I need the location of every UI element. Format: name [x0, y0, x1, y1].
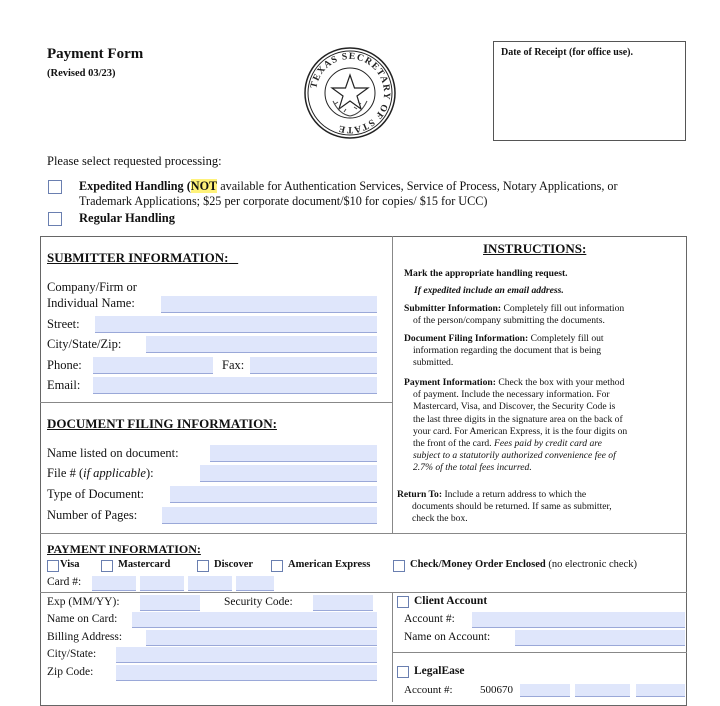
left-section-divider	[40, 402, 392, 403]
document-type-field[interactable]	[170, 486, 377, 503]
city-state-zip-field[interactable]	[146, 336, 377, 353]
seal-icon	[303, 46, 397, 140]
instruction-return-to: Return To: Include a return address to which the documents should be returned. If same as submitter, check the box.	[397, 489, 612, 525]
card-row-divider	[40, 592, 687, 593]
name-on-account-label: Name on Account:	[404, 631, 491, 643]
legalease-account-value: 500670	[480, 684, 513, 696]
zip-code-field[interactable]	[116, 665, 377, 681]
email-label: Email:	[47, 378, 81, 392]
card-number-segment-4[interactable]	[236, 576, 274, 591]
phone-label: Phone:	[47, 358, 82, 372]
client-account-checkbox[interactable]	[397, 596, 409, 608]
name-on-card-field[interactable]	[132, 612, 377, 628]
page-count-field[interactable]	[162, 507, 377, 524]
visa-checkbox[interactable]	[47, 560, 59, 572]
processing-prompt: Please select requested processing:	[47, 154, 222, 168]
file-number-field[interactable]	[200, 465, 377, 482]
instruction-document-filing: Document Filing Information: Completely fill out information regarding the document that is being submitted.	[404, 333, 604, 369]
revision-date: (Revised 03/23)	[47, 68, 116, 79]
visa-label: Visa	[60, 559, 80, 570]
expedited-checkbox[interactable]	[48, 180, 62, 194]
not-highlight: NOT	[190, 179, 218, 193]
city-state-label: City/State:	[47, 648, 97, 660]
fax-field[interactable]	[250, 357, 377, 374]
name-on-card-label: Name on Card:	[47, 613, 118, 625]
account-number-field[interactable]	[472, 612, 685, 628]
street-label: Street:	[47, 317, 80, 331]
discover-label: Discover	[214, 559, 254, 570]
billing-address-label: Billing Address:	[47, 631, 123, 643]
client-account-label: Client Account	[414, 595, 488, 607]
billing-address-field[interactable]	[146, 630, 377, 646]
payment-heading: PAYMENT INFORMATION:	[47, 542, 201, 556]
file-number-label: File # (if applicable):	[47, 466, 154, 480]
expiration-field[interactable]	[140, 595, 200, 611]
account-divider	[392, 592, 393, 702]
legalease-checkbox[interactable]	[397, 666, 409, 678]
client-legalease-divider	[392, 652, 687, 653]
phone-field[interactable]	[93, 357, 213, 374]
zip-code-label: Zip Code:	[47, 666, 94, 678]
payment-top-divider	[40, 533, 687, 534]
name-on-account-field[interactable]	[515, 630, 685, 646]
card-number-segment-2[interactable]	[140, 576, 184, 591]
city-state-zip-label: City/State/Zip:	[47, 337, 122, 351]
security-code-label: Security Code:	[224, 596, 293, 608]
legalease-label: LegalEase	[414, 665, 465, 677]
expedited-line-1: Expedited Handling (NOT available for Authentication Services, Service of Process, Notary Applications, or	[79, 179, 618, 193]
expedited-line-2: Trademark Applications; $25 per corporate document/$10 for copies/ $15 for UCC)	[79, 194, 488, 208]
column-divider	[392, 236, 393, 533]
instruction-mark: Mark the appropriate handling request.	[404, 268, 568, 279]
instruction-payment: Payment Information: Check the box with your method of payment. Include the necessary information. For Mastercard, Visa, and Discover, the Security Code is the last three digits in the signature area on the back of your card. For American Express, it is the four digits on the front of the card. Fees paid by credit card are subject to a statutorily authorized convenience fee of 2.7% of the total fees incurred.	[404, 377, 628, 474]
card-number-label: Card #:	[47, 576, 82, 588]
card-number-segment-3[interactable]	[188, 576, 232, 591]
seal-text: TEXAS SECRETARY OF STATE	[309, 51, 392, 135]
check-money-order-label: Check/Money Order Enclosed (no electronic check)	[410, 559, 637, 570]
expiration-label: Exp (MM/YY):	[47, 596, 120, 608]
regular-label: Regular Handling	[79, 211, 175, 225]
company-name-field[interactable]	[161, 296, 377, 313]
street-field[interactable]	[95, 316, 377, 333]
mastercard-label: Mastercard	[118, 559, 171, 570]
form-title: Payment Form	[47, 46, 144, 62]
email-field[interactable]	[93, 377, 377, 394]
expedited-label: Expedited Handling	[79, 179, 184, 193]
amex-checkbox[interactable]	[271, 560, 283, 572]
mastercard-checkbox[interactable]	[101, 560, 113, 572]
fax-label: Fax:	[222, 358, 245, 372]
account-number-label: Account #:	[404, 613, 455, 625]
receipt-box	[493, 41, 686, 141]
company-label-2: Individual Name:	[47, 296, 135, 310]
instructions-heading: INSTRUCTIONS:	[483, 241, 587, 256]
security-code-field[interactable]	[313, 595, 373, 611]
instruction-submitter: Submitter Information: Completely fill out information of the person/company submitting the documents.	[404, 303, 625, 327]
check-money-order-checkbox[interactable]	[393, 560, 405, 572]
receipt-label: Date of Receipt (for office use).	[501, 47, 633, 58]
page-count-label: Number of Pages:	[47, 508, 138, 522]
discover-checkbox[interactable]	[197, 560, 209, 572]
city-state-field[interactable]	[116, 647, 377, 663]
card-number-segment-1[interactable]	[92, 576, 136, 591]
name-on-document-label: Name listed on document:	[47, 446, 179, 460]
name-on-document-field[interactable]	[210, 445, 377, 462]
company-label-1: Company/Firm or	[47, 280, 137, 294]
submitter-heading: SUBMITTER INFORMATION:	[47, 250, 229, 265]
amex-label: American Express	[288, 559, 371, 570]
document-type-label: Type of Document:	[47, 487, 145, 501]
instruction-expedited-email: If expedited include an email address.	[414, 285, 564, 296]
regular-checkbox[interactable]	[48, 212, 62, 226]
document-filing-heading: DOCUMENT FILING INFORMATION:	[47, 416, 277, 431]
legalease-account-label: Account #:	[404, 684, 453, 696]
